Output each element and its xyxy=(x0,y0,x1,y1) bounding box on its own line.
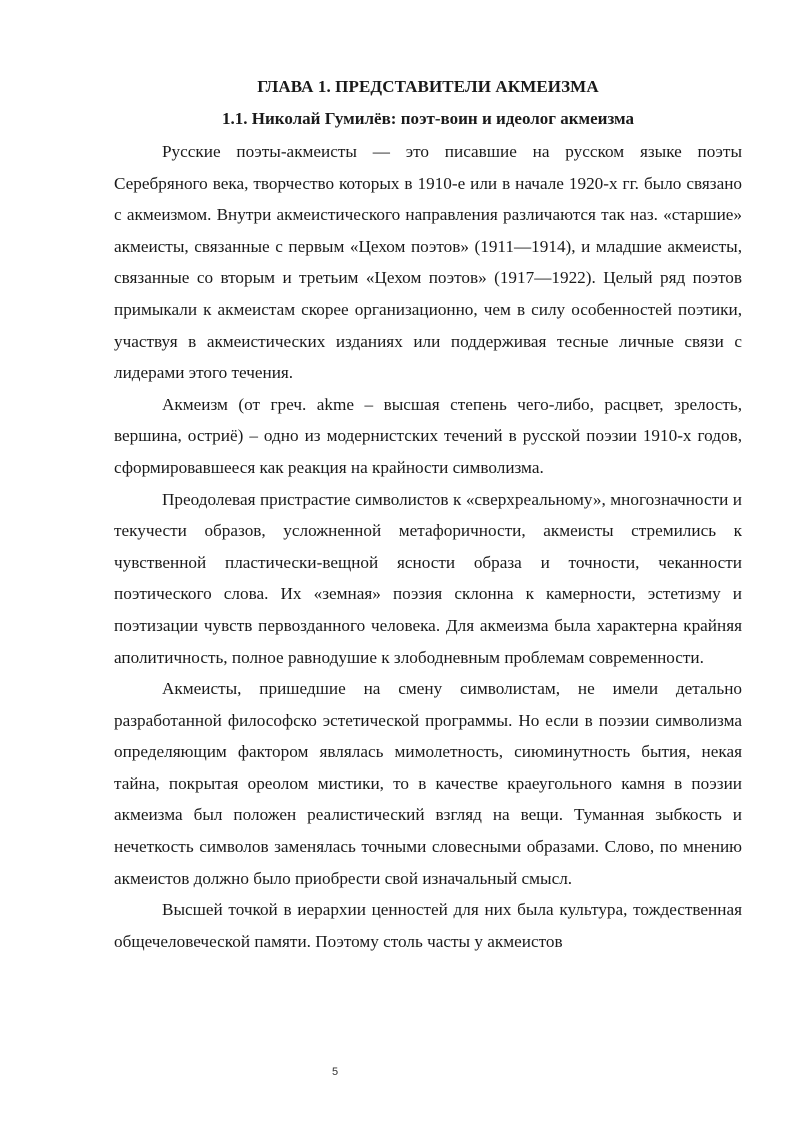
paragraph-3: Преодолевая пристрастие символистов к «сверхреальному», многозначности и текучести образов, усложненной метафоричности, акмеисты стремились к чувственной пластически-вещной ясности образа и точности, чеканности поэтического слова. Их «земная» поэзия склонна к камерности, эстетизму и поэтизации чувств первозданного человека. Для акмеизма была характерна крайняя аполитичность, полное равнодушие к злободневным проблемам современности. xyxy=(114,489,742,667)
paragraph-5: Высшей точкой в иерархии ценностей для них была культура, тождественная общечеловеческой памяти. Поэтому столь часты у акмеистов xyxy=(114,900,742,951)
paragraph-1: Русские поэты-акмеисты — это писавшие на русском языке поэты Серебряного века, творчество которых в 1910-е или в начале 1920-х гг. было связано с акмеизмом. Внутри акмеистического направления различаются так наз. «старшие» акмеисты, связанные с первым «Цехом поэтов» (1911—1914), и младшие акмеисты, связанные со вторым и третьим «Цехом поэтов» (1917—1922). Целый ряд поэтов примыкали к акмеистам скорее организационно, чем в силу особенностей поэтики, участвуя в акмеистических изданиях или поддерживая тесные личные связи с лидерами этого течения. xyxy=(114,142,742,383)
chapter-title: ГЛАВА 1. ПРЕДСТАВИТЕЛИ АКМЕИЗМА xyxy=(257,77,599,96)
section-title: 1.1. Николай Гумилёв: поэт-воин и идеолог акмеизма xyxy=(222,109,634,128)
paragraph-2: Акмеизм (от греч. akme – высшая степень чего-либо, расцвет, зрелость, вершина, остриё) – одно из модернистских течений в русской поэзии 1910-х годов, сформировавшееся как реакция на крайности символизма. xyxy=(114,394,742,477)
page-content xyxy=(114,74,742,957)
paragraph-4: Акмеисты, пришедшие на смену символистам, не имели детально разработанной философско эстетической программы. Но если в поэзии символизма определяющим фактором являлась мимолетность, сиюминутность бытия, некая тайна, покрытая ореолом мистики, то в качестве краеугольного камня в поэзии акмеизма был положен реалистический взгляд на вещи. Туманная зыбкость и нечеткость символов заменялась точными словесными образами. Слово, по мнению акмеистов должно было приобрести свой изначальный смысл. xyxy=(114,679,742,888)
page-number: 5 xyxy=(331,1066,339,1078)
